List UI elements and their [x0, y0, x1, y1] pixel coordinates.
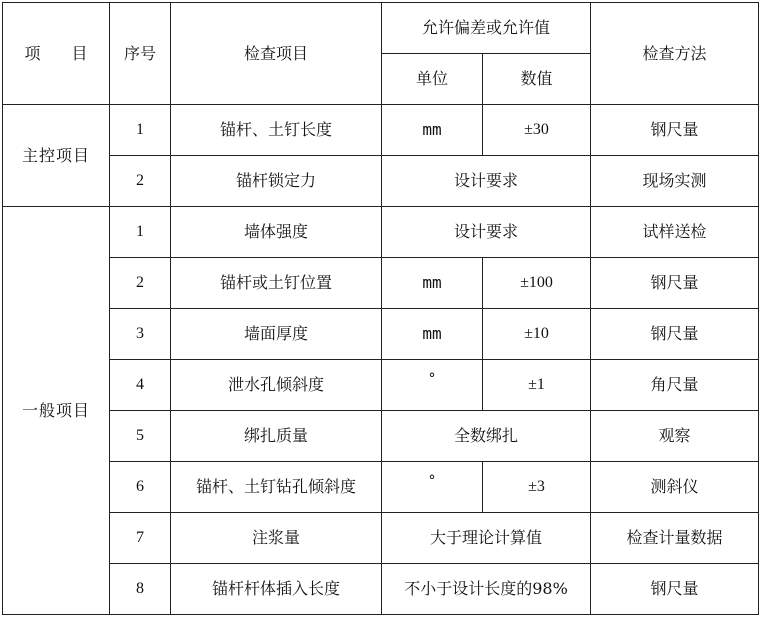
- row-item: 锚杆、土钉钻孔倾斜度: [171, 462, 382, 513]
- row-value: ±1: [483, 360, 591, 411]
- row-item: 锚杆或土钉位置: [171, 258, 382, 309]
- row-seq: 1: [110, 105, 171, 156]
- row-seq: 1: [110, 207, 171, 258]
- degree-unit: °: [428, 371, 436, 388]
- row-unit: mm: [382, 258, 483, 309]
- table-row: [3, 207, 759, 258]
- row-method: 钢尺量: [591, 258, 759, 309]
- row-seq: 2: [110, 156, 171, 207]
- row-method: 钢尺量: [591, 309, 759, 360]
- header-unit: 单位: [382, 54, 483, 105]
- row-item: 锚杆杆体插入长度: [171, 564, 382, 615]
- row-item: 注浆量: [171, 513, 382, 564]
- header-item: 检查项目: [171, 3, 382, 105]
- row-method: 钢尺量: [591, 105, 759, 156]
- row-seq: 6: [110, 462, 171, 513]
- header-value: 数值: [483, 54, 591, 105]
- degree-unit: °: [428, 473, 436, 490]
- table-row: [3, 258, 759, 309]
- table-row: [3, 411, 759, 462]
- row-value: ±10: [483, 309, 591, 360]
- row-merged-value: 设计要求: [382, 207, 591, 258]
- row-seq: 7: [110, 513, 171, 564]
- header-tolerance: 允许偏差或允许值: [382, 3, 591, 54]
- table-row: [3, 309, 759, 360]
- row-merged-value: 全数绑扎: [382, 411, 591, 462]
- group-label-main: 主控项目: [3, 105, 110, 207]
- header-method: 检查方法: [591, 3, 759, 105]
- header-category: 项 目: [3, 3, 110, 105]
- row-merged-value: 大于理论计算值: [382, 513, 591, 564]
- row-value: ±30: [483, 105, 591, 156]
- table-row: [3, 564, 759, 615]
- row-item: 绑扎质量: [171, 411, 382, 462]
- row-merged-value: 不小于设计长度的98%: [382, 564, 591, 615]
- row-seq: 2: [110, 258, 171, 309]
- header-seq: 序号: [110, 3, 171, 105]
- table-row: [3, 156, 759, 207]
- row-unit: [382, 360, 483, 411]
- row-unit: mm: [382, 105, 483, 156]
- row-item: 墙面厚度: [171, 309, 382, 360]
- inspection-table: [2, 2, 759, 615]
- row-seq: 4: [110, 360, 171, 411]
- table-row: [3, 105, 759, 156]
- row-method: 测斜仪: [591, 462, 759, 513]
- table-row: [3, 462, 759, 513]
- row-merged-value: 设计要求: [382, 156, 591, 207]
- header-row-1: [3, 3, 759, 54]
- row-method: 现场实测: [591, 156, 759, 207]
- group-label-general: 一般项目: [3, 207, 110, 615]
- row-method: 角尺量: [591, 360, 759, 411]
- row-unit: [382, 462, 483, 513]
- table-row: [3, 513, 759, 564]
- row-method: 检查计量数据: [591, 513, 759, 564]
- row-method: 试样送检: [591, 207, 759, 258]
- row-method: 观察: [591, 411, 759, 462]
- row-seq: 5: [110, 411, 171, 462]
- row-method: 钢尺量: [591, 564, 759, 615]
- row-item: 锚杆锁定力: [171, 156, 382, 207]
- row-value: ±100: [483, 258, 591, 309]
- row-value: ±3: [483, 462, 591, 513]
- table-row: [3, 360, 759, 411]
- row-unit: mm: [382, 309, 483, 360]
- row-item: 墙体强度: [171, 207, 382, 258]
- row-item: 锚杆、土钉长度: [171, 105, 382, 156]
- row-seq: 3: [110, 309, 171, 360]
- row-seq: 8: [110, 564, 171, 615]
- row-item: 泄水孔倾斜度: [171, 360, 382, 411]
